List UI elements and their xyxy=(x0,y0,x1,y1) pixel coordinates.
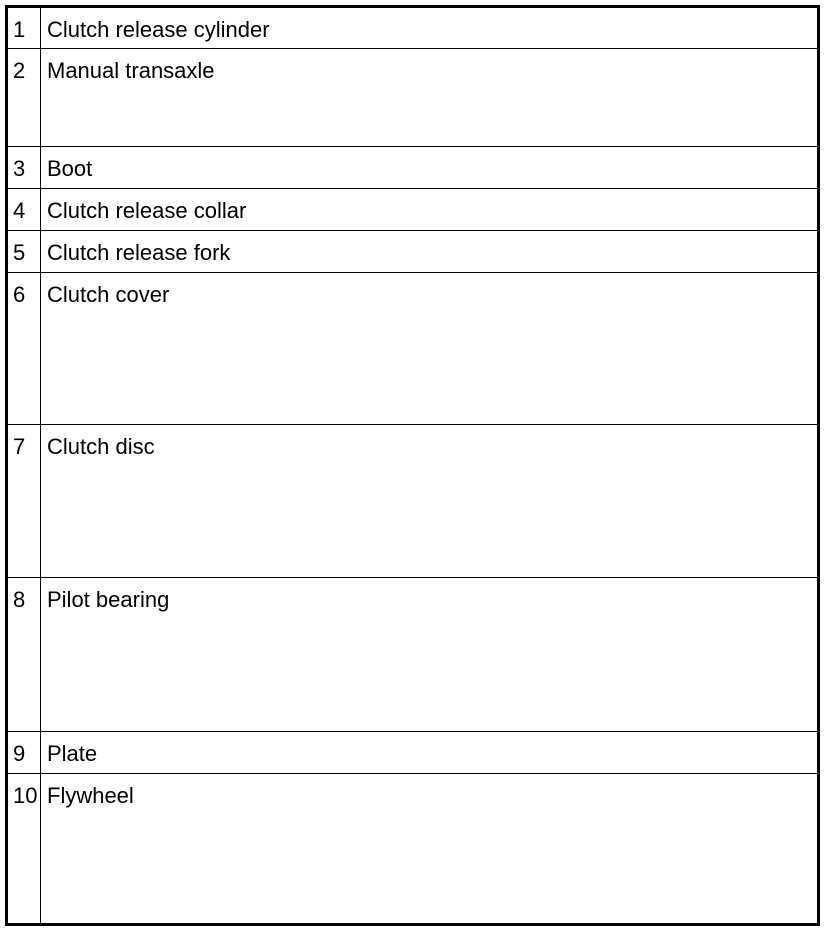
item-name: Clutch disc xyxy=(41,425,819,578)
table-row xyxy=(7,578,819,732)
item-name: Manual transaxle xyxy=(41,49,819,147)
table-row xyxy=(7,774,819,925)
item-name: Boot xyxy=(41,147,819,189)
table-row xyxy=(7,49,819,147)
parts-legend-table xyxy=(5,5,820,926)
item-name: Clutch release fork xyxy=(41,231,819,273)
table-row xyxy=(7,231,819,273)
item-number: 5 xyxy=(7,231,41,273)
item-number: 3 xyxy=(7,147,41,189)
item-name: Clutch release cylinder xyxy=(41,7,819,49)
table-row xyxy=(7,273,819,425)
item-name: Clutch cover xyxy=(41,273,819,425)
item-name: Flywheel xyxy=(41,774,819,925)
item-number: 2 xyxy=(7,49,41,147)
item-number: 8 xyxy=(7,578,41,732)
table-row xyxy=(7,147,819,189)
item-number: 1 xyxy=(7,7,41,49)
item-name: Plate xyxy=(41,732,819,774)
item-number: 6 xyxy=(7,273,41,425)
item-number: 7 xyxy=(7,425,41,578)
table-row xyxy=(7,732,819,774)
item-number: 4 xyxy=(7,189,41,231)
table-row xyxy=(7,425,819,578)
item-name: Pilot bearing xyxy=(41,578,819,732)
item-number: 9 xyxy=(7,732,41,774)
item-name: Clutch release collar xyxy=(41,189,819,231)
table-row xyxy=(7,189,819,231)
item-number: 10 xyxy=(7,774,41,925)
table-row xyxy=(7,7,819,49)
